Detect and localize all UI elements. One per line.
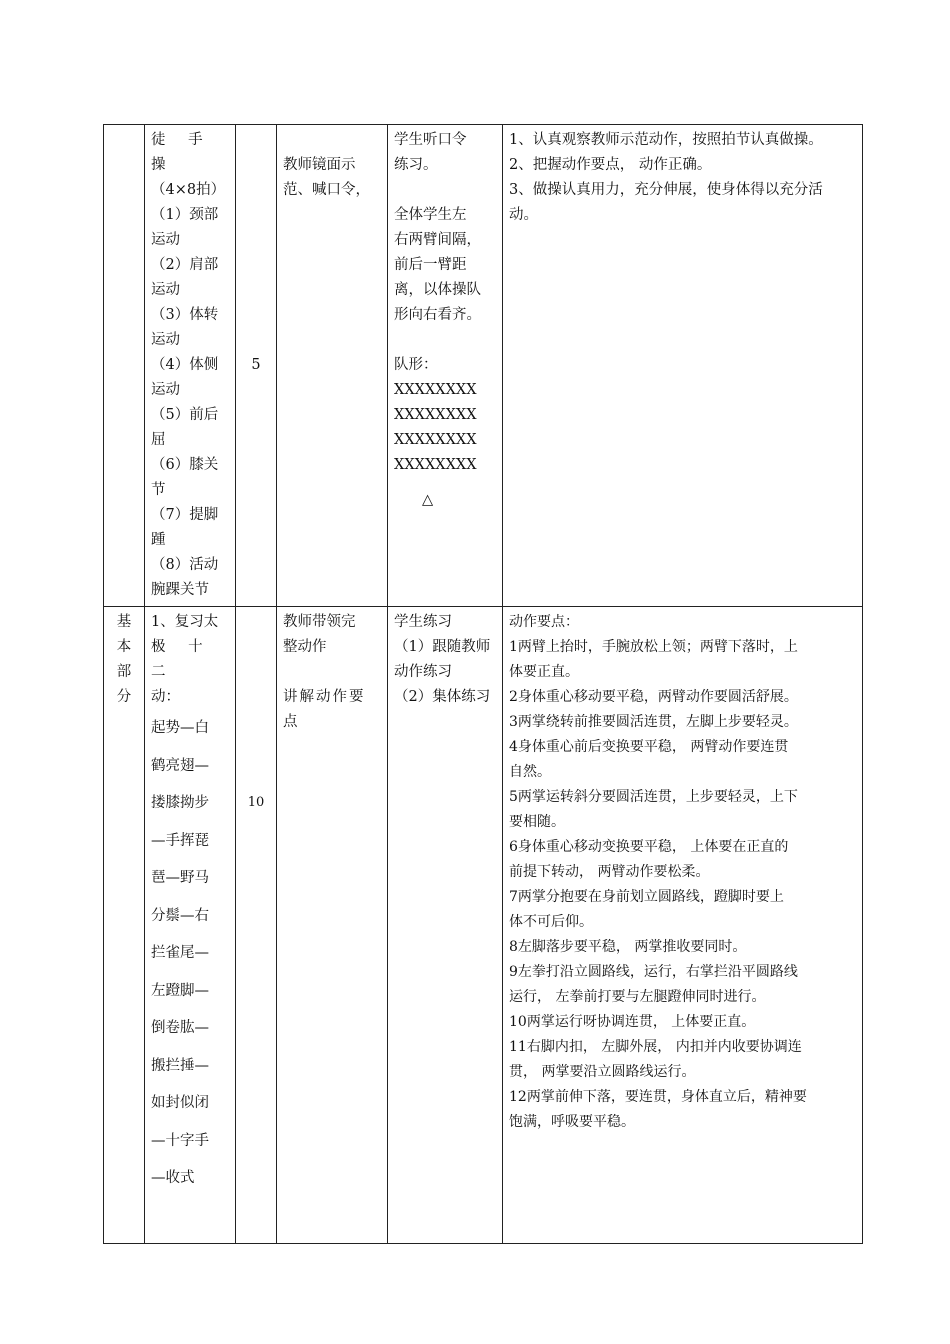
time-cell xyxy=(236,607,277,1244)
requirement-line: 3、做操认真用力，充分伸展，使身体得以充分活 xyxy=(509,182,823,198)
move-line: 分鬃—右 xyxy=(151,907,209,924)
teacher-line: 范、喊口令， xyxy=(283,182,370,198)
move-line: 倒卷肱— xyxy=(151,1020,209,1036)
spacer xyxy=(283,660,381,685)
student-cell xyxy=(388,125,503,607)
requirement-line: 4身体重心前后变换要平稳， 两臂动作要连贯 xyxy=(509,739,789,755)
requirement-line: 1两臂上抬时，手腕放松上领；两臂下落时，上 xyxy=(509,639,798,655)
content-line: 动： xyxy=(151,689,180,705)
content-line: （3）体转 xyxy=(151,307,219,323)
content-line: 运动 xyxy=(151,382,180,398)
move-line: 左蹬脚— xyxy=(151,982,209,999)
formation-row: XXXXXXXX xyxy=(394,457,477,473)
content-line: 腕踝关节 xyxy=(151,582,209,598)
move-line: 搂膝拗步 xyxy=(151,795,209,811)
requirement-line: 动作要点： xyxy=(509,614,579,630)
move-line: 如封似闭 xyxy=(151,1095,209,1111)
content-line: （4×8拍） xyxy=(151,182,226,198)
requirements-cell xyxy=(503,607,863,1244)
requirement-line: 运行， 左拳前打要与左腿蹬伸同时进行。 xyxy=(509,989,766,1005)
spacer xyxy=(394,328,496,353)
content-cell xyxy=(145,125,236,607)
teacher-line: 整动作 xyxy=(283,639,327,655)
requirement-line: 9左拳打沿立圆路线，运行，右掌拦沿平圆路线 xyxy=(509,964,798,980)
requirement-line: 12两掌前伸下落，要连贯，身体直立后，精神要 xyxy=(509,1089,807,1105)
content-line: （6）膝关 xyxy=(151,457,219,473)
teacher-line: 点 xyxy=(283,714,298,730)
student-line: 动作练习 xyxy=(394,664,452,680)
student-line: （1）跟随教师 xyxy=(394,639,491,655)
requirement-line: 自然。 xyxy=(509,764,551,780)
requirement-line: 贯， 两掌要沿立圆路线运行。 xyxy=(509,1064,696,1080)
content-line: 节 xyxy=(151,482,166,498)
move-line: —手挥琵 xyxy=(151,832,209,849)
move-line: —十字手 xyxy=(151,1132,209,1149)
move-line: 起势—白 xyxy=(151,720,209,736)
requirement-line: 前提下转动， 两臂动作要松柔。 xyxy=(509,864,710,880)
formation-desc-line: 前后一臂距 xyxy=(394,257,467,273)
teacher-position-icon: △ xyxy=(422,492,434,508)
student-line: 学生练习 xyxy=(394,614,452,630)
content-line: 屈 xyxy=(151,432,166,448)
content-line: 踵 xyxy=(151,532,166,548)
requirement-line: 7两掌分抱要在身前划立圆路线，蹬脚时要上 xyxy=(509,889,784,905)
move-line: —收式 xyxy=(151,1170,195,1186)
requirement-line: 11右脚内扣， 左脚外展， 内扣并内收要协调连 xyxy=(509,1039,802,1055)
student-line: （2）集体练习 xyxy=(394,689,491,705)
teacher-line: 讲解动作要 xyxy=(283,689,366,705)
requirement-line: 动。 xyxy=(509,207,538,223)
content-line: 极 十 二 xyxy=(151,639,212,680)
teacher-cell xyxy=(277,125,388,607)
section-char: 基 xyxy=(116,614,132,630)
content-line: 1、复习太 xyxy=(151,614,219,630)
formation-row: XXXXXXXX xyxy=(394,407,477,423)
formation-row: XXXXXXXX xyxy=(394,432,477,448)
section-cell xyxy=(104,125,145,607)
formation-label: 队形： xyxy=(394,357,438,373)
formation-desc-line: 右两臂间隔， xyxy=(394,232,481,248)
requirement-line: 6身体重心移动变换要平稳， 上体要在正直的 xyxy=(509,839,789,855)
spacer xyxy=(394,178,496,203)
table-row xyxy=(104,607,863,1244)
move-line: 琶—野马 xyxy=(151,870,209,886)
lesson-plan-table xyxy=(103,124,863,1244)
teacher-cell xyxy=(277,607,388,1244)
requirement-line: 5两掌运转斜分要圆活连贯，上步要轻灵，上下 xyxy=(509,789,798,805)
requirement-line: 体要正直。 xyxy=(509,664,579,680)
section-char: 部 xyxy=(116,664,132,680)
content-line: （2）肩部 xyxy=(151,257,219,273)
formation-desc-line: 形向右看齐。 xyxy=(394,307,481,323)
content-line: （5）前后 xyxy=(151,407,219,423)
student-line: 学生听口令 xyxy=(394,132,467,148)
spacer xyxy=(283,128,381,153)
student-line: 练习。 xyxy=(394,157,438,173)
student-cell xyxy=(388,607,503,1244)
content-line: 徒 手 操 xyxy=(151,132,212,173)
content-line: （8）活动 xyxy=(151,557,219,573)
content-line: 运动 xyxy=(151,282,180,298)
formation-row: XXXXXXXX xyxy=(394,382,477,398)
move-line: 拦雀尾— xyxy=(151,945,209,961)
content-cell xyxy=(145,607,236,1244)
teacher-line: 教师镜面示 xyxy=(283,157,356,173)
content-line: （4）体侧 xyxy=(151,357,219,373)
requirement-line: 3两掌绕转前推要圆活连贯，左脚上步要轻灵。 xyxy=(509,714,798,730)
requirements-cell xyxy=(503,125,863,607)
content-line: （1）颈部 xyxy=(151,207,219,223)
requirement-line: 饱满，呼吸要平稳。 xyxy=(509,1114,635,1130)
content-line: 运动 xyxy=(151,232,180,248)
requirement-line: 8左脚落步要平稳， 两掌推收要同时。 xyxy=(509,939,747,955)
teacher-line: 教师带领完 xyxy=(283,614,356,630)
time-value: 10 xyxy=(247,795,265,810)
requirement-line: 2、把握动作要点， 动作正确。 xyxy=(509,157,712,173)
requirement-line: 2身体重心移动要平稳，两臂动作要圆活舒展。 xyxy=(509,689,798,705)
requirement-line: 要相随。 xyxy=(509,814,565,830)
requirement-line: 体不可后仰。 xyxy=(509,914,593,930)
formation-desc-line: 离，以体操队 xyxy=(394,282,481,298)
requirement-line: 1、认真观察教师示范动作，按照拍节认真做操。 xyxy=(509,132,823,148)
move-line: 鹤亮翅— xyxy=(151,757,209,774)
content-line: 运动 xyxy=(151,332,180,348)
move-line: 搬拦捶— xyxy=(151,1057,209,1074)
time-cell: 5 xyxy=(236,125,277,607)
section-cell xyxy=(104,607,145,1244)
section-char: 分 xyxy=(116,689,132,705)
formation-desc-line: 全体学生左 xyxy=(394,207,467,223)
requirement-line: 10两掌运行呀协调连贯， 上体要正直。 xyxy=(509,1014,756,1030)
section-char: 本 xyxy=(116,639,132,655)
content-line: （7）提脚 xyxy=(151,507,219,523)
table-row xyxy=(104,125,863,607)
